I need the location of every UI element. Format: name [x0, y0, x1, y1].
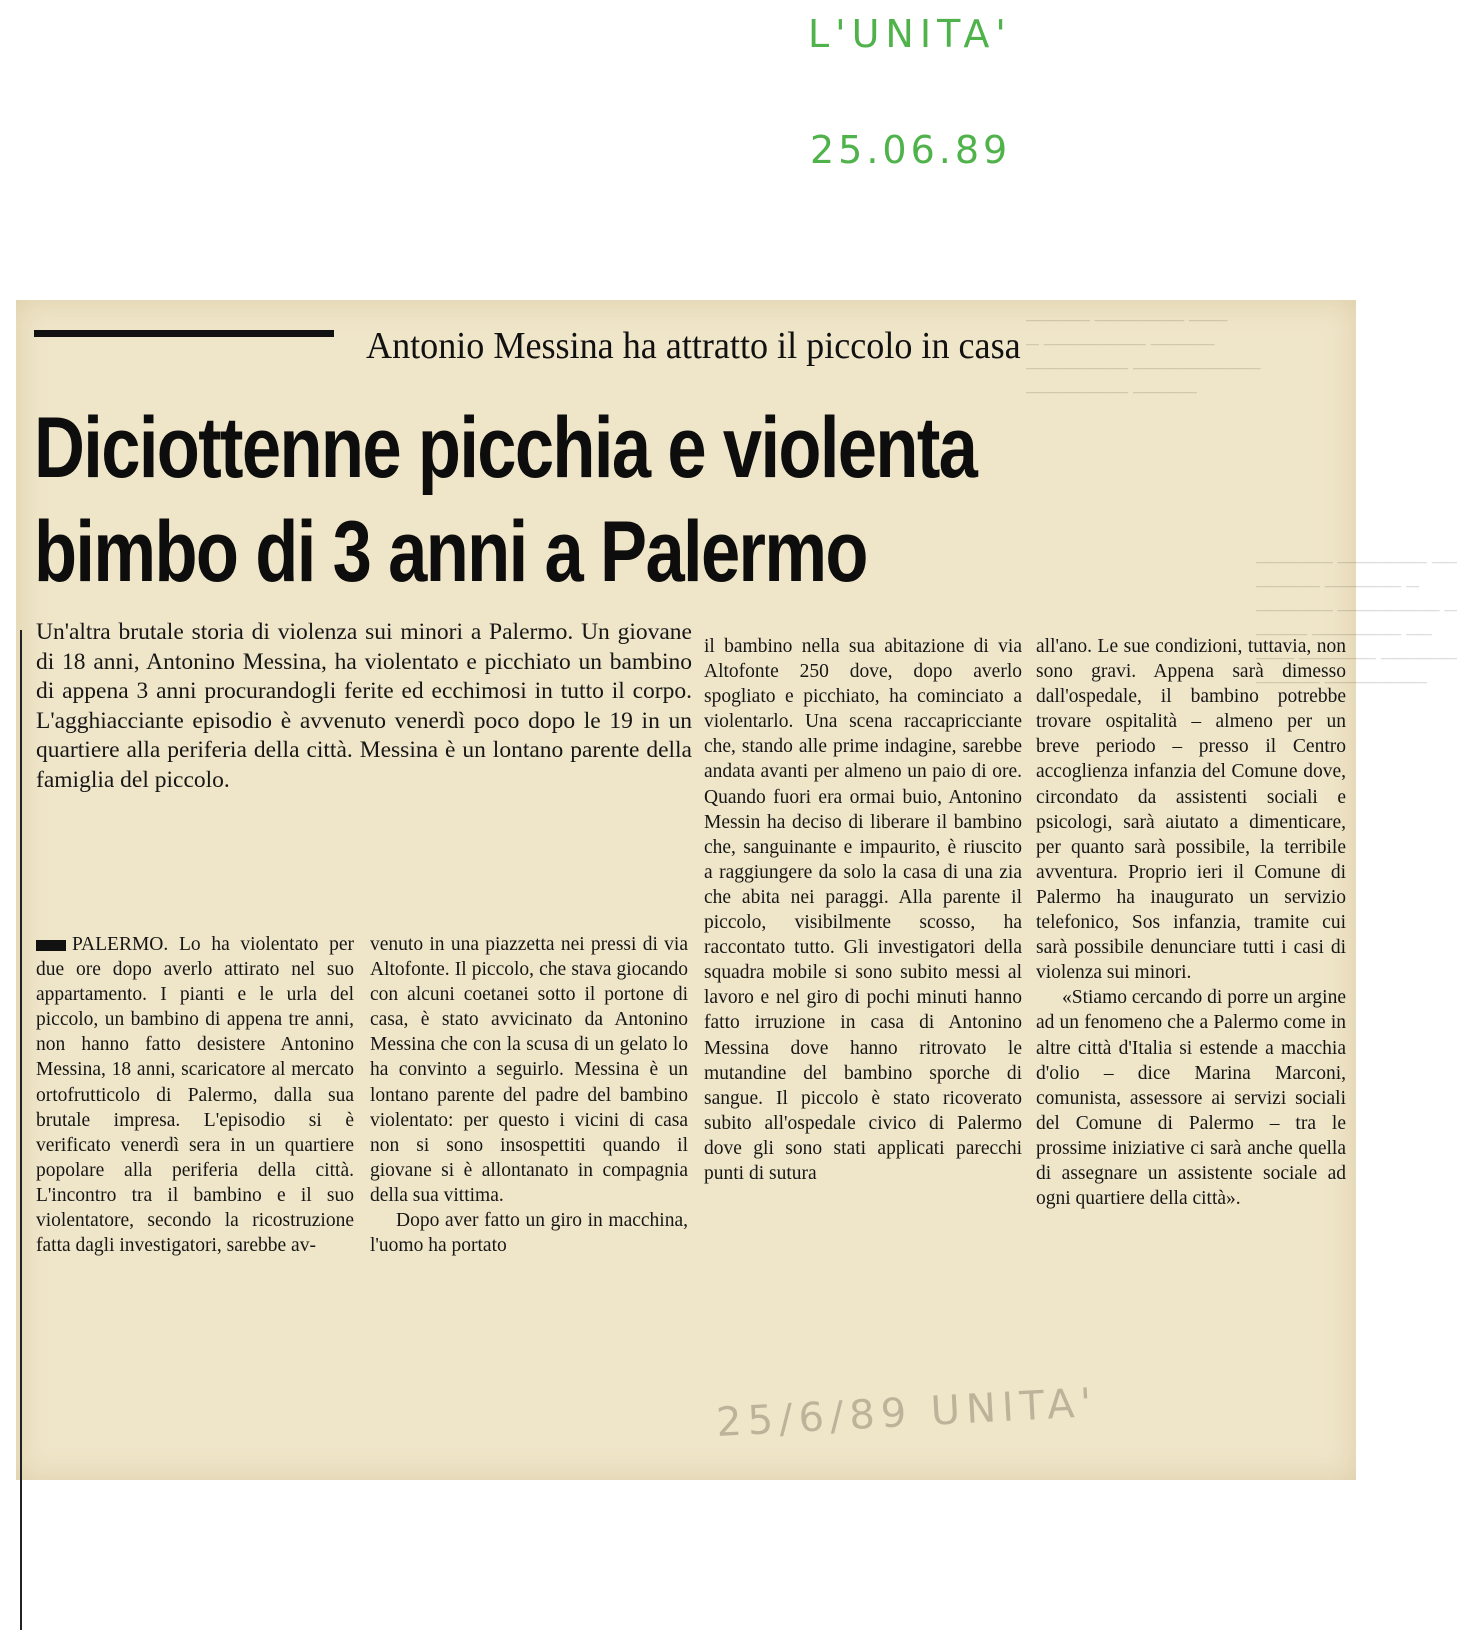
column-4-paragraph-1: all'ano. Le sue condizioni, tuttavia, non sono gravi. Appena sarà dimesso dall'ospedale, il bambino potrebbe trovare ospitalità – almeno per un breve periodo – presso il Centro accoglienza infanzia del Comune dove, circondato da assistenti sociali e psicologi, sarà aiutato a dimenticare, per quanto sarà possibile, la terribile avventura. Proprio ieri il Comune di Palermo ha inaugurato un servizio telefonico, Sos infanzia, tramite cui sarà possibile denunciare tutti i casi di violenza sui minori.: [1036, 636, 1346, 984]
article-column-1: [36, 932, 354, 1258]
headline-line-1: Diciottenne picchia e violenta: [34, 400, 977, 496]
article-kicker: Antonio Messina ha attratto il piccolo in casa: [366, 325, 1021, 367]
column-3-text: il bambino nella sua abitazione di via Altofonte 250 dove, dopo averlo spogliato e picchiato, ha cominciato a violentarlo. Una scena raccapricciante che, stando alle prime indagine, sarebbe andata avanti per almeno un paio di ore. Quando fuori era ormai buio, Antonino Messin ha deciso di liberare il bambino che, sanguinante e impaurito, è riuscito a raggiungere da solo la casa di una zia che abita nei paraggi. Alla parente il piccolo, visibilmente scosso, ha raccontato tutto. Gli investigatori della squadra mobile si sono subito messi al lavoro e nel giro di pochi minuti hanno fatto irruzione in casa di Antonino Messina dove hanno ritrovato le mutandine del bambino sporche di sangue. Il piccolo è stato ricoverato subito all'ospedale civico di Palermo dove gli sono stati applicati parecchi punti di sutura: [704, 636, 1022, 1184]
column-2-paragraph-2: Dopo aver fatto un giro in macchina, l'uomo ha portato: [370, 1210, 688, 1257]
handwritten-date-note: 25.06.89: [810, 128, 1012, 172]
bleed-through-text: ────── ─────── ── ───── ────── ─ ────── ──────── ─ ──── ─────── ── ─── ────── ────── ───── ────────: [1256, 552, 1457, 692]
article-dateline: PALERMO.: [72, 934, 169, 955]
article-column-4: [1036, 634, 1346, 1211]
column-rule: [20, 630, 22, 1630]
handwritten-source-note: L'UNITA': [808, 12, 1012, 56]
bleed-through-text: ───── ─────── ─── ─ ──────── ───── ──────── ────────── ──────── ─────: [1026, 310, 1261, 402]
headline-line-2: bimbo di 3 anni a Palermo: [34, 504, 867, 600]
column-4-paragraph-2: «Stiamo cercando di porre un argine ad un fenomeno che a Palermo come in altre città d'Italia si estende a macchia d'olio – dice Marina Marconi, comunista, assessore ai servizi sociali del Comune di Palermo – tra le prossime iniziative ci sarà anche quella di assegnare un assistente sociale ad ogni quartiere della città».: [1036, 987, 1346, 1210]
article-column-2: [370, 932, 688, 1258]
dateline-marker: [36, 940, 66, 951]
newspaper-clipping: [16, 300, 1457, 1480]
article-lead: Un'altra brutale storia di violenza sui minori a Palermo. Un giovane di 18 anni, Antonino Messina, ha violentato e picchiato un bambino di appena 3 anni procurandogli ferite ed ecchimosi in tutto il corpo. L'agghiacciante episodio è avvenuto venerdì poco dopo le 19 in un quartiere alla periferia della città. Messina è un lontano parente della famiglia del piccolo.: [36, 619, 692, 793]
column-1-text: Lo ha violentato per due ore dopo averlo attirato nel suo appartamento. I pianti e le urla del piccolo, un bambino di appena tre anni, non hanno fatto desistere Antonino Messina, 18 anni, scaricatore al mercato ortofrutticolo di Palermo, dalla sua brutale impresa. L'episodio si è verificato venerdì sera in un quartiere popolare alla periferia della città. L'incontro tra il bambino e il suo violentatore, secondo la ricostruzione fatta dagli investigatori, sarebbe av-: [36, 934, 355, 1257]
article-headline: [34, 396, 976, 604]
faint-archive-stamp: 25/6/89 UNITA': [715, 1380, 1099, 1446]
kicker-rule: [34, 330, 334, 337]
article-column-3: [704, 634, 1022, 1186]
column-2-paragraph-1: venuto in una piazzetta nei pressi di via Altofonte. Il piccolo, che stava giocando con alcuni coetanei sotto il portone di casa, è stato avvicinato da Antonino Messina che con la scusa di un gelato lo ha convinto a seguirlo. Messina è un lontano parente del padre del bambino violentato: per questo i vicini di casa non si sono insospettiti quando il giovane si è allontanato in compagnia della sua vittima.: [370, 934, 688, 1206]
